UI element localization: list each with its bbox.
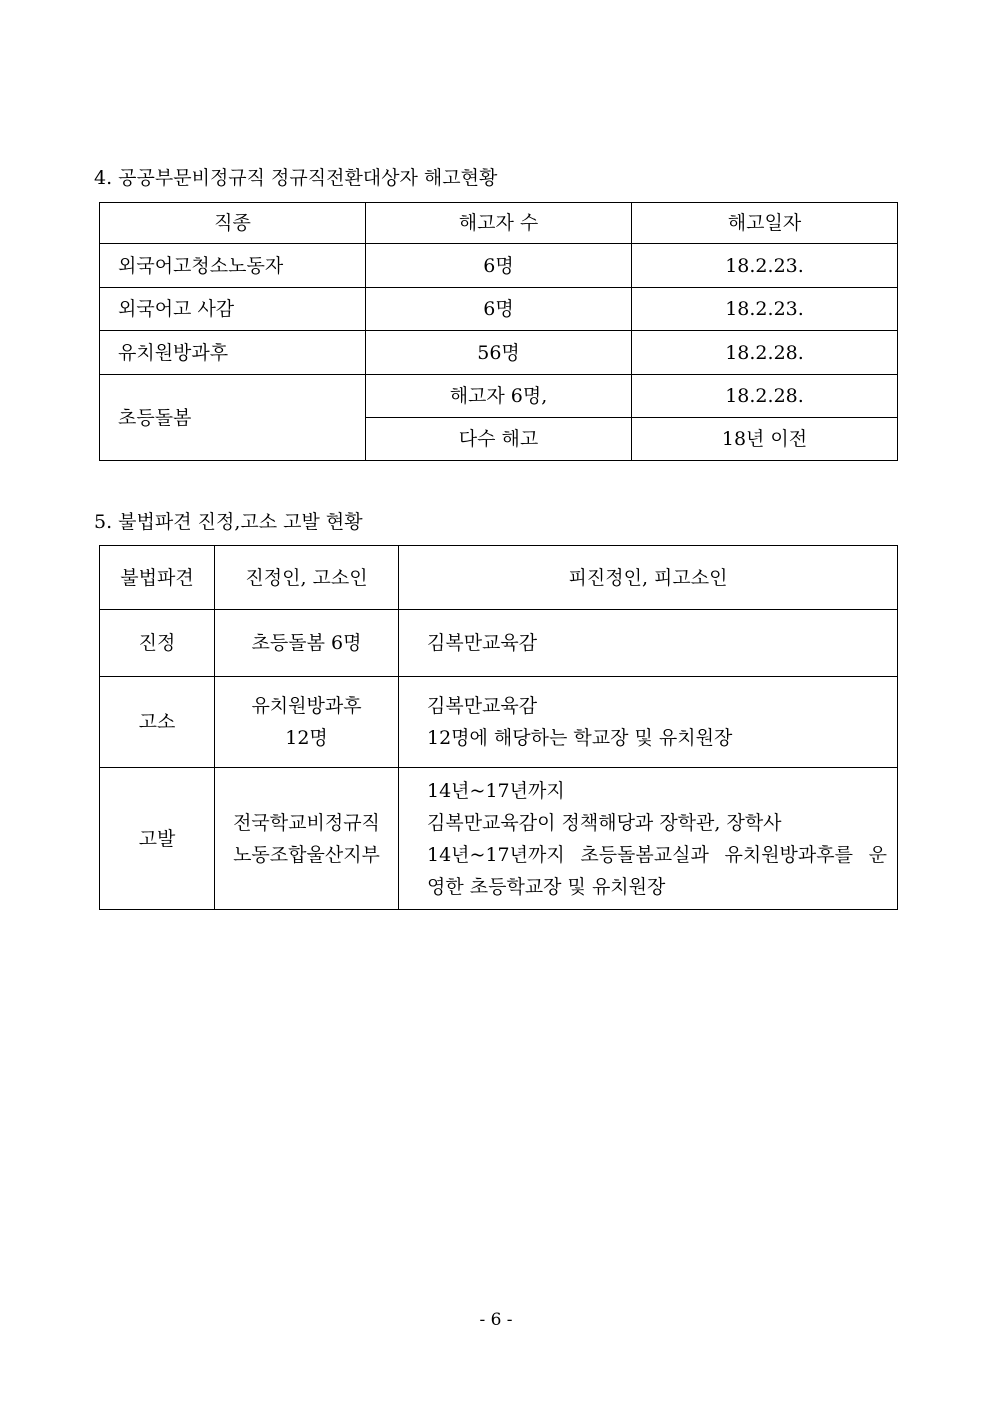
complainant-line: 유치원방과후 — [251, 695, 362, 717]
header-date: 해고일자 — [632, 203, 898, 244]
respondent-line: 김복만교육감이 정책해당과 장학관, 장학사 — [427, 811, 782, 834]
respondent-line: 김복만교육감 — [427, 695, 538, 717]
table-row — [100, 610, 898, 677]
dismissal-table — [99, 202, 898, 461]
complaint-table — [99, 545, 898, 910]
respondent-line: 14년~17년까지 초등돌봄교실과 유치원방과후를 운 — [427, 843, 887, 866]
header-complainant: 진정인, 고소인 — [215, 546, 399, 610]
header-type: 불법파견 — [100, 546, 215, 610]
respondent-line: 14년~17년까지 — [427, 779, 565, 802]
respondent-cell — [399, 768, 898, 910]
header-respondent: 피진정인, 피고소인 — [399, 546, 898, 610]
complainant-line: 초등돌봄 6명 — [251, 632, 362, 654]
type-cell: 진정 — [100, 610, 215, 677]
respondent-cell — [399, 677, 898, 768]
respondent-line: 영한 초등학교장 및 유치원장 — [427, 875, 666, 898]
respondent-line: 12명에 해당하는 학교장 및 유치원장 — [427, 727, 733, 749]
job-cell: 외국어고 사감 — [100, 288, 366, 331]
date-cell: 18.2.23. — [632, 244, 898, 288]
table-header-row — [100, 203, 898, 244]
header-job: 직종 — [100, 203, 366, 244]
table-row — [100, 768, 898, 910]
section4-heading: 4. 공공부문비정규직 정규직전환대상자 해고현황 — [94, 167, 498, 189]
table-header-row — [100, 546, 898, 610]
date-cell: 18년 이전 — [632, 418, 898, 461]
job-cell: 유치원방과후 — [100, 331, 366, 375]
complainant-cell — [215, 677, 399, 768]
complainant-cell — [215, 610, 399, 677]
table-row — [100, 331, 898, 375]
table-row — [100, 375, 898, 418]
table-row — [100, 677, 898, 768]
count-cell: 6명 — [366, 288, 632, 331]
date-cell: 18.2.28. — [632, 375, 898, 418]
header-count: 해고자 수 — [366, 203, 632, 244]
date-cell: 18.2.23. — [632, 288, 898, 331]
count-cell: 다수 해고 — [366, 418, 632, 461]
complainant-line: 12명 — [285, 727, 328, 749]
respondent-cell — [399, 610, 898, 677]
respondent-line: 김복만교육감 — [427, 632, 538, 654]
complainant-cell — [215, 768, 399, 910]
count-cell: 56명 — [366, 331, 632, 375]
table-row — [100, 244, 898, 288]
count-cell: 해고자 6명, — [366, 375, 632, 418]
complainant-line: 노동조합울산지부 — [233, 843, 380, 866]
type-cell: 고소 — [100, 677, 215, 768]
job-cell: 외국어고청소노동자 — [100, 244, 366, 288]
table-row — [100, 288, 898, 331]
section5-heading: 5. 불법파견 진정,고소 고발 현황 — [94, 511, 363, 533]
complainant-line: 전국학교비정규직 — [233, 811, 380, 834]
page-number: - 6 - — [479, 1310, 513, 1330]
date-cell: 18.2.28. — [632, 331, 898, 375]
count-cell: 6명 — [366, 244, 632, 288]
job-cell-merged: 초등돌봄 — [100, 375, 366, 461]
type-cell: 고발 — [100, 768, 215, 910]
